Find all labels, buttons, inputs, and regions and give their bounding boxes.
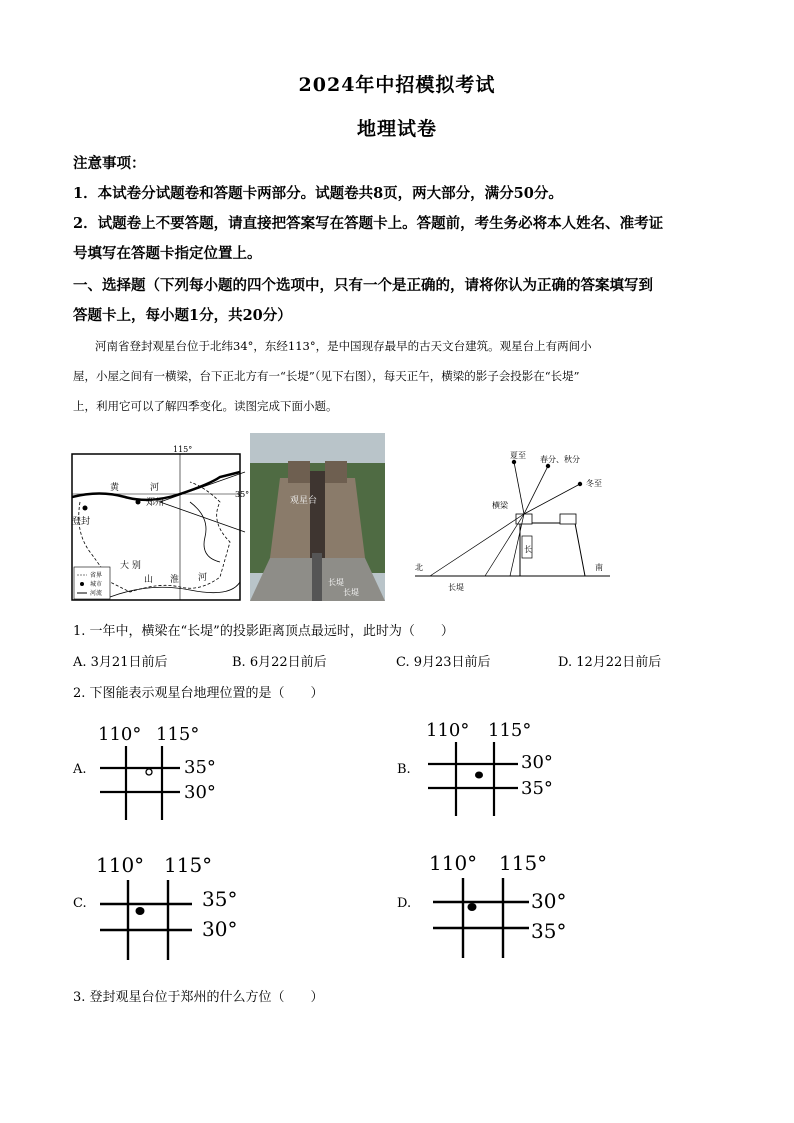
q2-option-d-letter: D. — [397, 896, 412, 911]
photo-sign: 观星台 — [290, 496, 318, 506]
q1-text: 1. 一年中，横梁在“长堤”的投影距离顶点最远时，此时为（ ） — [73, 624, 454, 639]
q1-option-d: D. 12月22日前后 — [558, 655, 662, 670]
label-hengliang: 横梁 — [492, 501, 508, 510]
passage-line-2: 屋，小屋之间有一横梁，台下正北方有一“长堤”（见下右图），每天正午，横梁的影子会投影在“长堤” — [73, 369, 580, 383]
q2-grid-b — [420, 714, 570, 824]
q3-text: 3. 登封观星台位于郑州的什么方位（ ） — [73, 990, 324, 1005]
notes-item-2-line-2: 号填写在答题卡指定位置上。 — [73, 245, 262, 262]
notes-heading: 注意事项： — [73, 155, 146, 172]
grid-d-lat2: 35° — [531, 919, 567, 943]
grid-d-lat1: 30° — [531, 889, 567, 913]
legend-province: 省界 — [90, 572, 103, 579]
label-bei: 北 — [415, 563, 423, 572]
map-city-zhengzhou: 郑州 — [146, 498, 165, 508]
label-changdi: 长堤 — [448, 583, 464, 592]
q1-option-b: B. 6月22日前后 — [232, 655, 327, 670]
photo-sign-2: 长堤 — [328, 578, 344, 587]
q2-option-c-letter: C. — [73, 896, 87, 911]
label-nan: 南 — [595, 563, 603, 572]
page-title: 2024年中招模拟考试 — [298, 74, 496, 96]
section-heading-line-1: 一、选择题（下列每小题的四个选项中，只有一个是正确的，请将你认为正确的答案填写到 — [73, 277, 653, 294]
q2-grid-d — [425, 846, 585, 961]
map-dabie: 大 别 — [120, 561, 141, 571]
notes-item-2-line-1: 2．试题卷上不要答题，请直接把答案写在答题卡上。答题前，考生务必将本人姓名、准考证 — [73, 215, 664, 232]
map-city-dengfeng: 登封 — [72, 517, 91, 527]
grid-b-lon2: 115° — [488, 720, 532, 741]
grid-d-lon2: 115° — [499, 851, 548, 875]
zhengzhou-dot — [136, 500, 141, 505]
passage-line-1: 河南省登封观星台位于北纬34°，东经113°，是中国现存最早的古天文台建筑。观星台上有两间小 — [95, 339, 592, 353]
map-river-huang: 黄 — [110, 483, 120, 493]
passage-line-3: 上，利用它可以了解四季变化。读图完成下面小题。 — [73, 399, 338, 413]
grid-b-lat2: 35° — [521, 778, 553, 799]
map-lat-label: 35° — [235, 490, 250, 499]
label-xiazhi: 夏至 — [510, 451, 526, 460]
grid-c-lat2: 30° — [202, 917, 238, 941]
grid-a-lat1: 35° — [184, 757, 216, 778]
map-river-he: 河 — [150, 483, 160, 493]
grid-c-lon2: 115° — [164, 853, 213, 877]
location-map — [70, 442, 250, 604]
grid-c-lat1: 35° — [202, 887, 238, 911]
grid-d-lon1: 110° — [429, 851, 478, 875]
q2-text: 2. 下图能表示观星台地理位置的是（ ） — [73, 686, 324, 701]
label-chunqiu: 春分、秋分 — [540, 455, 580, 464]
q2-option-a-letter: A. — [73, 762, 87, 777]
q1-option-a: A. 3月21日前后 — [73, 655, 168, 670]
q2-option-b-letter: B. — [397, 762, 411, 777]
q2-grid-a — [92, 720, 232, 825]
grid-b-lon1: 110° — [426, 720, 470, 741]
grid-a-lon1: 110° — [98, 724, 142, 745]
map-he2: 河 — [198, 573, 208, 583]
section-heading-line-2: 答题卡上，每小题1分，共20分） — [73, 307, 292, 324]
dengfeng-dot — [83, 506, 88, 511]
map-shan: 山 — [144, 575, 154, 585]
map-lon-label: 115° — [173, 445, 193, 454]
q1-option-c: C. 9月23日前后 — [396, 655, 491, 670]
grid-c-lon1: 110° — [96, 853, 145, 877]
photo-label: 长堤 — [343, 588, 359, 597]
legend-river: 河流 — [90, 590, 103, 597]
grid-a-lat2: 30° — [184, 782, 216, 803]
label-dongzhi: 冬至 — [586, 479, 602, 488]
label-chang: 长 — [524, 545, 532, 554]
legend-city: 城市 — [90, 581, 103, 588]
observatory-photo — [250, 433, 385, 601]
q2-grid-c — [92, 848, 252, 963]
page-subtitle: 地理试卷 — [356, 118, 437, 140]
grid-a-lon2: 115° — [156, 724, 200, 745]
grid-b-lat1: 30° — [521, 752, 553, 773]
notes-item-1: 1．本试卷分试题卷和答题卡两部分。试题卷共8页，两大部分，满分50分。 — [73, 185, 563, 202]
shadow-diagram — [410, 448, 625, 596]
map-huai: 淮 — [170, 575, 180, 585]
